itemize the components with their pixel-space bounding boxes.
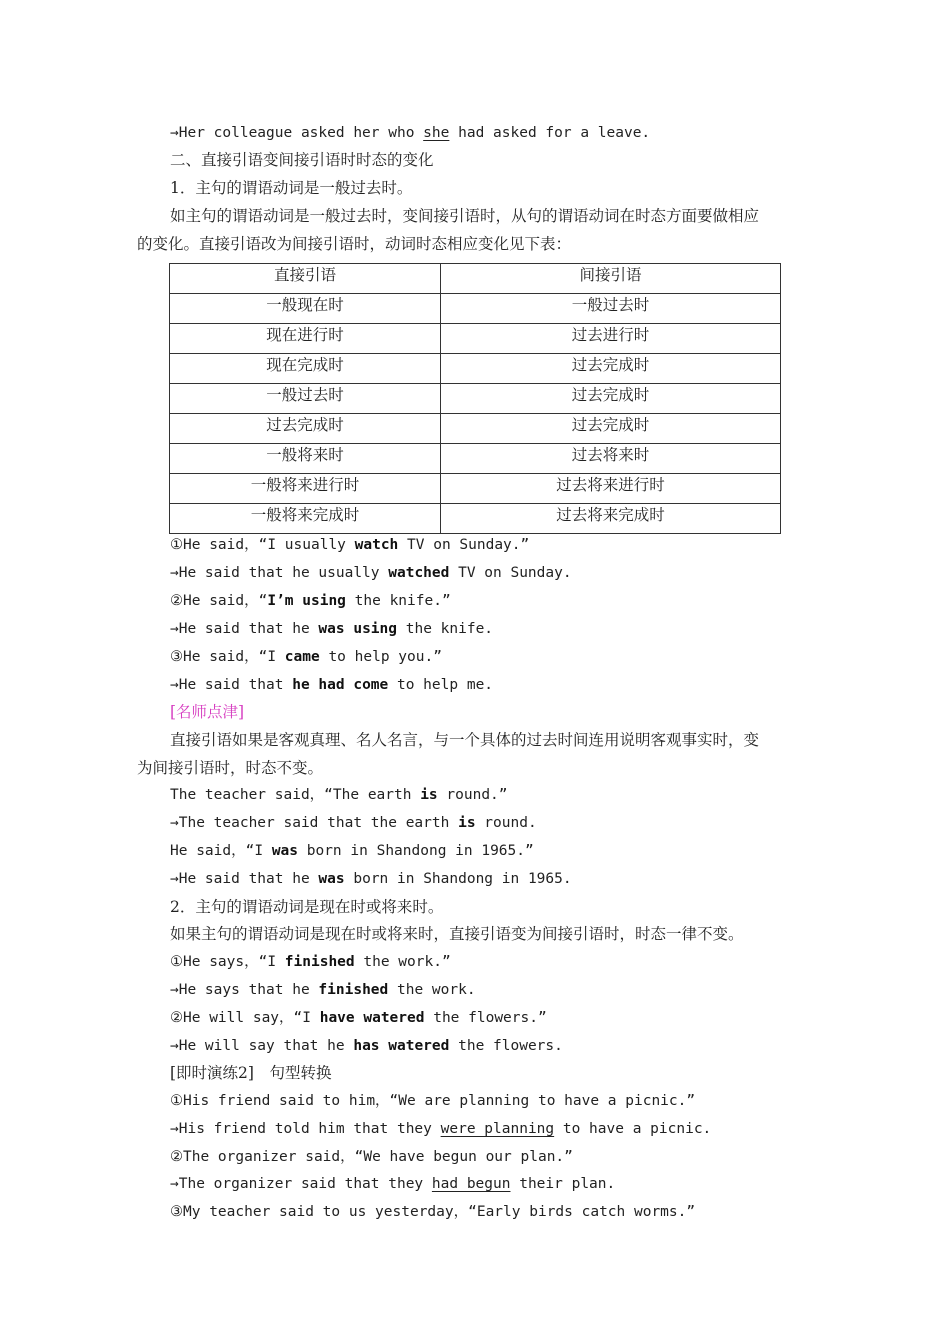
tense-table (169, 263, 781, 534)
table-row (170, 384, 781, 414)
table-row (170, 444, 781, 474)
example-line: ③He said，“I came to help you.” (170, 649, 442, 665)
arrow: → (170, 815, 179, 831)
section-heading: 二、直接引语变间接引语时时态的变化 (170, 151, 434, 169)
table-cell: 过去将来进行时 (441, 474, 781, 504)
arrow: → (170, 621, 179, 637)
answer-blank: she (423, 125, 450, 141)
table-row (170, 414, 781, 444)
paragraph-line: 为间接引语时，时态不变。 (137, 759, 324, 777)
point-title: 2．主句的谓语动词是现在时或将来时。 (170, 898, 444, 916)
example-line: →He will say that he has watered the flowers. (170, 1038, 563, 1054)
table-cell: 一般现在时 (170, 294, 441, 324)
table-row (170, 294, 781, 324)
table-row (170, 504, 781, 534)
tip-label: [名师点津] (170, 703, 245, 721)
arrow: → (170, 1121, 179, 1137)
table-cell: 现在进行时 (170, 324, 441, 354)
table-row (170, 354, 781, 384)
example-line: →He said that he usually watched TV on Sunday. (170, 565, 572, 581)
example-line: ①He said，“I usually watch TV on Sunday.” (170, 537, 530, 553)
example-line: →He says that he finished the work. (170, 982, 476, 998)
table-cell: 一般将来时 (170, 444, 441, 474)
practice-question: ②The organizer said，“We have begun our plan.” (170, 1149, 573, 1165)
table-cell: 一般将来完成时 (170, 504, 441, 534)
table-cell: 过去进行时 (441, 324, 781, 354)
practice-answer: →The organizer said that they had begun their plan. (170, 1176, 616, 1192)
table-cell: 过去将来时 (441, 444, 781, 474)
table-header: 直接引语 (170, 264, 441, 294)
example-line: →He said that he had come to help me. (170, 677, 494, 693)
answer-blank: were planning (440, 1121, 555, 1137)
answer-blank: had begun (431, 1176, 511, 1192)
table-header-row (170, 264, 781, 294)
table-cell: 过去完成时 (441, 414, 781, 444)
arrow: → (170, 1176, 179, 1192)
point-title: 1．主句的谓语动词是一般过去时。 (170, 179, 413, 197)
table-cell: 过去完成时 (170, 414, 441, 444)
table-cell: 一般过去时 (441, 294, 781, 324)
table-cell: 现在完成时 (170, 354, 441, 384)
example-line: →Her colleague asked her who she had asked for a leave. (170, 125, 651, 141)
practice-answer: →His friend told him that they were planning to have a picnic. (170, 1121, 712, 1137)
practice-question: ③My teacher said to us yesterday，“Early birds catch worms.” (170, 1204, 696, 1220)
table-row (170, 474, 781, 504)
table-row (170, 324, 781, 354)
arrow: → (170, 677, 179, 693)
example-line: →He said that he was using the knife. (170, 621, 494, 637)
table-cell: 过去完成时 (441, 384, 781, 414)
practice-label: [即时演练2] 句型转换 (170, 1064, 332, 1082)
practice-question: ①His friend said to him，“We are planning to have a picnic.” (170, 1093, 696, 1109)
arrow: → (170, 1038, 179, 1054)
table-cell: 一般过去时 (170, 384, 441, 414)
arrow: → (170, 982, 179, 998)
example-line: The teacher said，“The earth is round.” (170, 787, 508, 803)
table-cell: 过去将来完成时 (441, 504, 781, 534)
example-line: He said，“I was born in Shandong in 1965.” (170, 843, 534, 859)
example-line: ②He said，“I’m using the knife.” (170, 593, 451, 609)
arrow: → (170, 871, 179, 887)
paragraph-line: 直接引语如果是客观真理、名人名言，与一个具体的过去时间连用说明客观事实时，变 (170, 731, 760, 749)
arrow: → (170, 565, 179, 581)
table-cell: 过去完成时 (441, 354, 781, 384)
example-line: →The teacher said that the earth is round. (170, 815, 537, 831)
example-line: ②He will say，“I have watered the flowers.” (170, 1010, 547, 1026)
paragraph-line: 如果主句的谓语动词是现在时或将来时，直接引语变为间接引语时，时态一律不变。 (170, 925, 744, 943)
table-header: 间接引语 (441, 264, 781, 294)
example-line: →He said that he was born in Shandong in 1965. (170, 871, 572, 887)
table-cell: 一般将来进行时 (170, 474, 441, 504)
paragraph-line: 如主句的谓语动词是一般过去时，变间接引语时，从句的谓语动词在时态方面要做相应 (170, 207, 760, 225)
example-line: ①He says，“I finished the work.” (170, 954, 451, 970)
paragraph-line: 的变化。直接引语改为间接引语时，动词时态相应变化见下表： (137, 235, 572, 253)
arrow: → (170, 125, 179, 141)
